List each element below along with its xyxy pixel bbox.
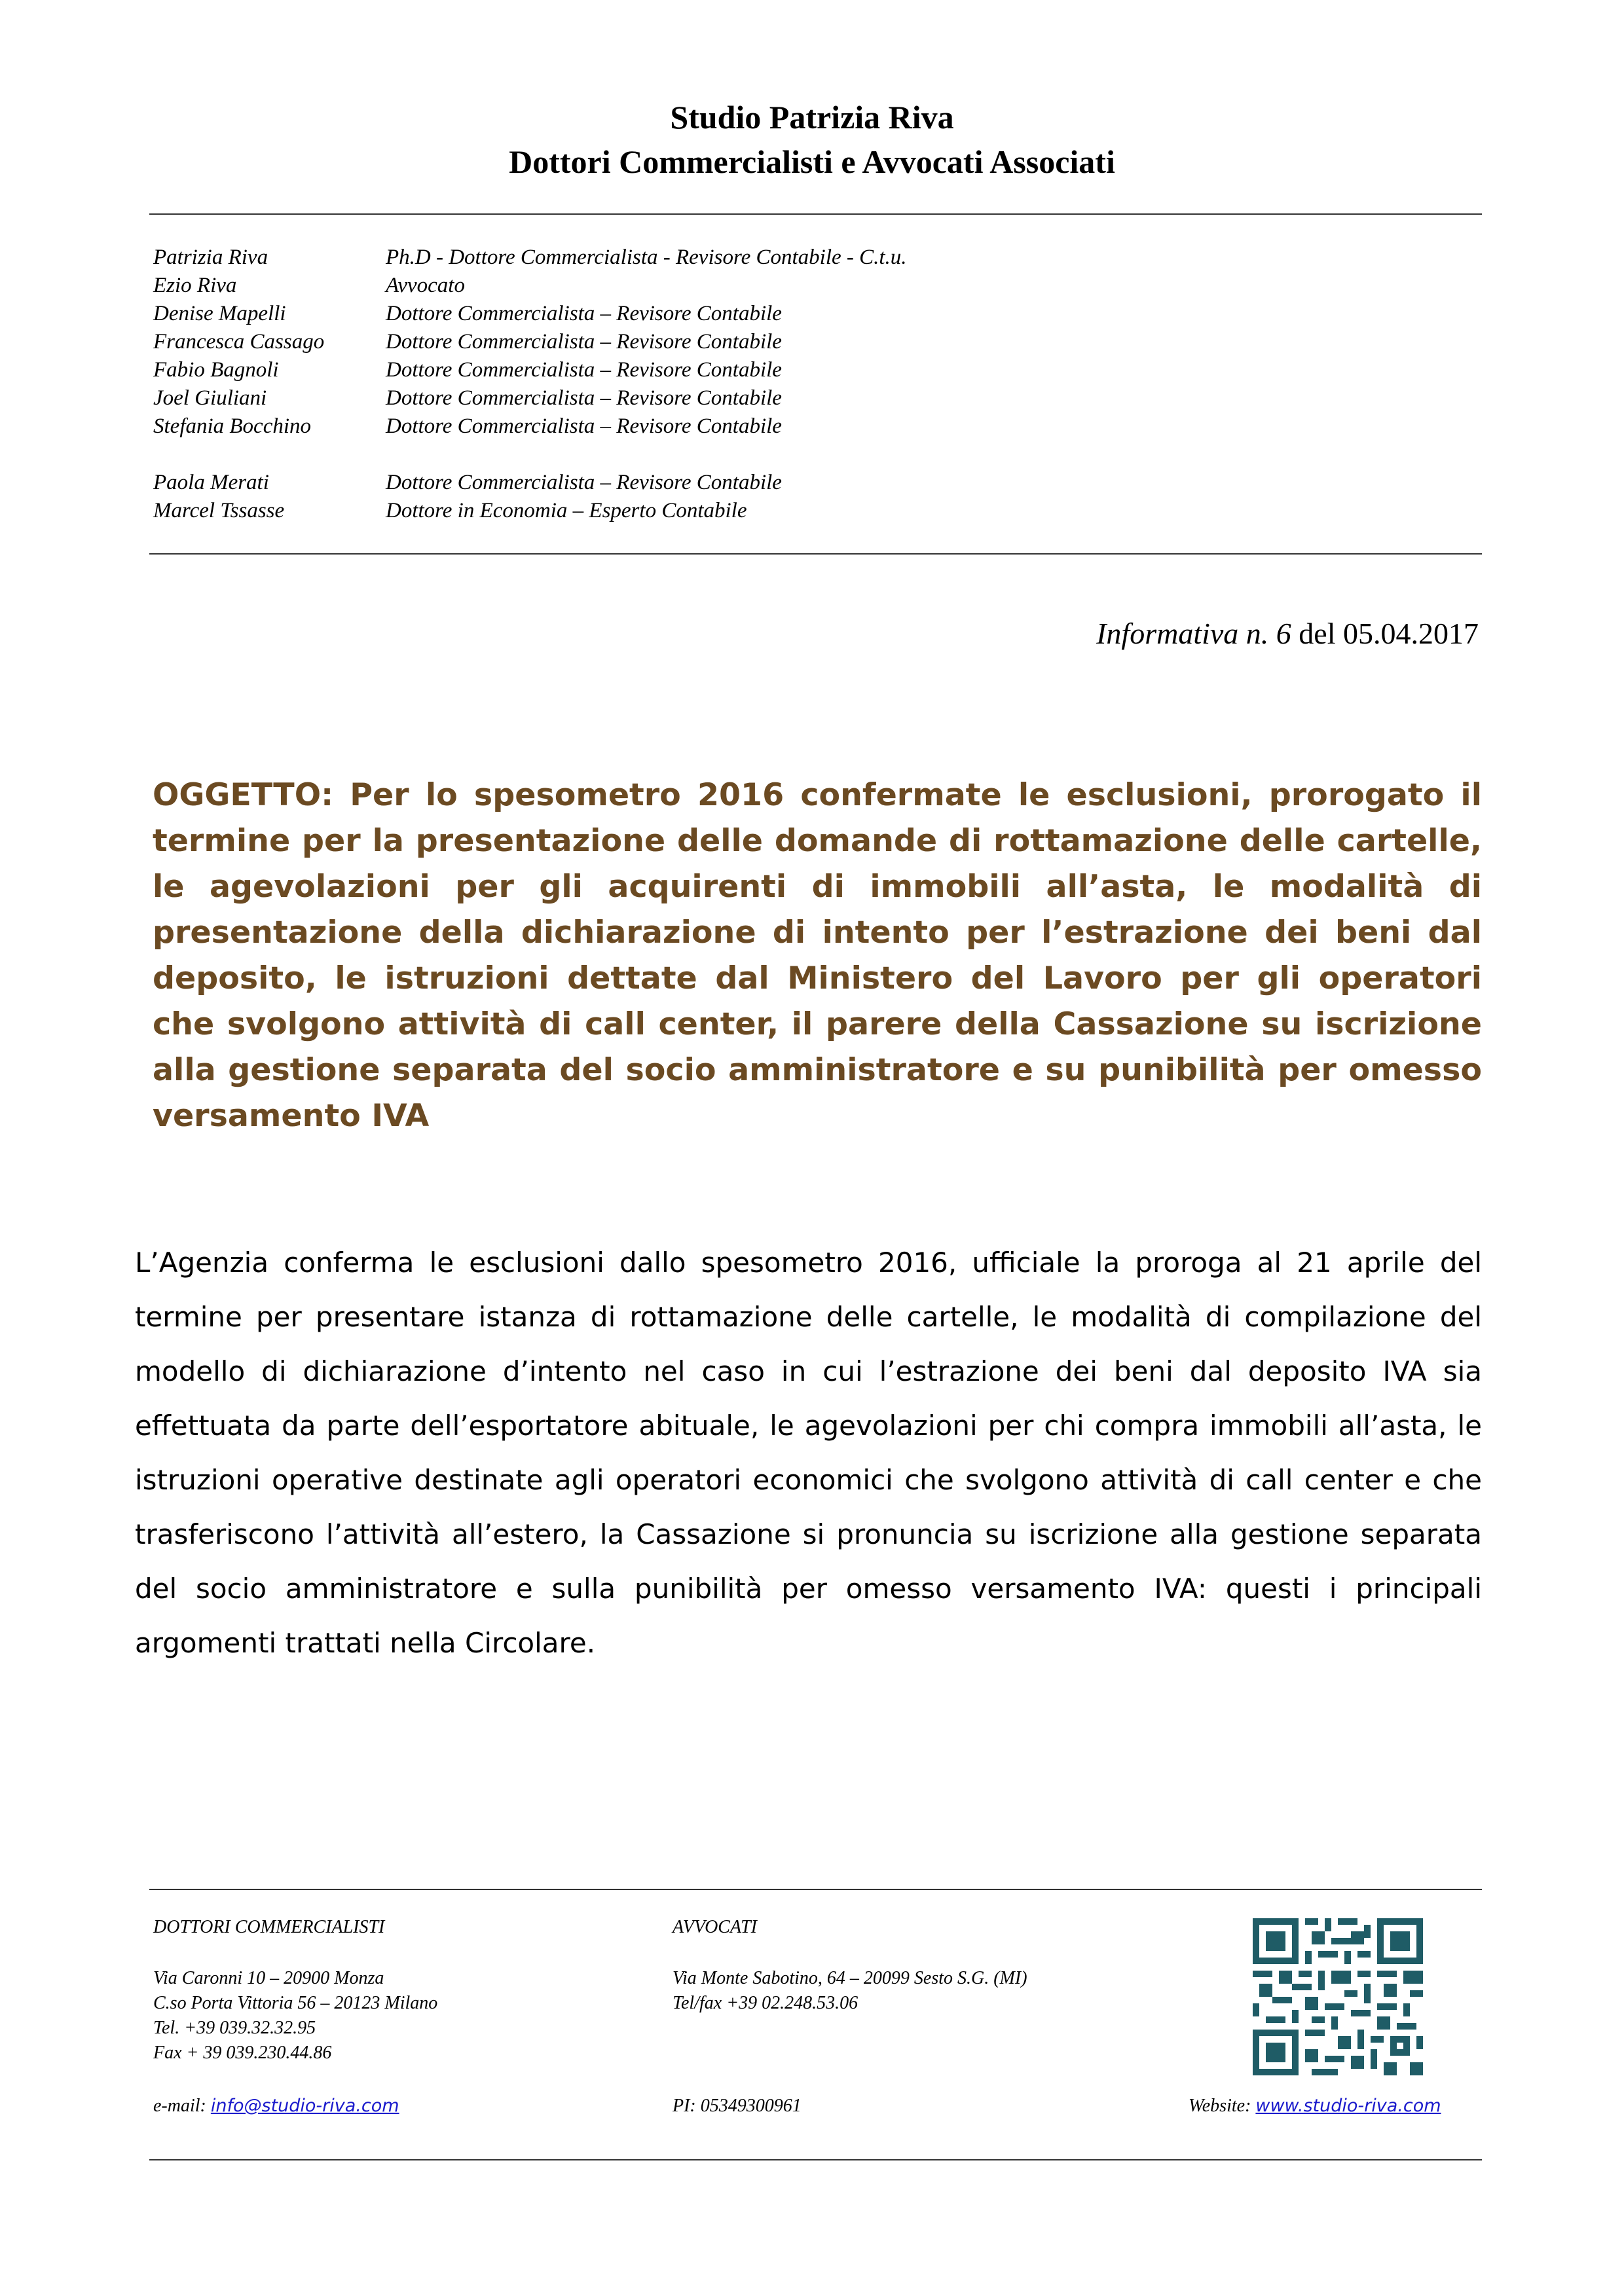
staff-divider — [149, 553, 1482, 555]
staff-role: Dottore Commercialista – Revisore Contabile — [386, 302, 782, 325]
website-link[interactable]: www.studio-riva.com — [1255, 2096, 1441, 2116]
staff-name: Denise Mapelli — [153, 302, 286, 325]
staff-row — [153, 272, 1397, 300]
staff-role: Avvocato — [386, 274, 465, 297]
staff-role: Dottore Commercialista – Revisore Contabile — [386, 471, 782, 494]
staff-name: Fabio Bagnoli — [153, 358, 279, 382]
footer-tel: Tel. +39 039.32.32.95 — [153, 2018, 316, 2038]
footer-website — [1189, 2094, 1441, 2119]
staff-row — [153, 384, 1397, 412]
staff-name: Marcel Tssasse — [153, 499, 285, 522]
staff-list — [153, 244, 1397, 525]
staff-role: Dottore in Economia – Esperto Contabile — [386, 499, 747, 522]
studio-subtitle: Dottori Commercialisti e Avvocati Associati — [509, 143, 1115, 180]
informativa-reference — [1096, 615, 1479, 652]
staff-row — [153, 300, 1397, 328]
footer-commercialisti-heading: DOTTORI COMMERCIALISTI — [153, 1917, 385, 1937]
footer-address-milano: C.so Porta Vittoria 56 – 20123 Milano — [153, 1993, 438, 2013]
informativa-date: del 05.04.2017 — [1291, 617, 1479, 650]
footer-address-sesto: Via Monte Sabotino, 64 – 20099 Sesto S.G. (MI) — [673, 1968, 1027, 1988]
qr-code-icon — [1253, 1918, 1423, 2075]
staff-row — [153, 356, 1397, 384]
body-paragraph: L’Agenzia conferma le esclusioni dallo spesometro 2016, ufficiale la proroga al 21 aprile del termine per presentare istanza di rottamazione delle cartelle, le modalità di compilazione del modello di dichiarazione d’intento nel caso in cui l’estrazione dei beni dal deposito IVA sia effettuata da parte dell’esportatore abituale, le agevolazioni per chi compra immobili all’asta, le istruzioni operative destinate agli operatori economici che svolgono attività di call center e che trasferiscono l’attività all’estero, la Cassazione si pronuncia su iscrizione alla gestione separata del socio amministratore e sulla punibilità per omesso versamento IVA: questi i principali argomenti trattati nella Circolare. — [135, 1247, 1482, 1659]
footer-telfax: Tel/fax +39 02.248.53.06 — [673, 1993, 858, 2013]
staff-name: Stefania Bocchino — [153, 414, 312, 438]
staff-name: Joel Giuliani — [153, 386, 267, 410]
footer-commercialisti-address — [153, 1966, 437, 2066]
header-divider — [149, 213, 1482, 215]
staff-row — [153, 328, 1397, 356]
footer-pi: PI: 05349300961 — [673, 2096, 802, 2116]
staff-row — [153, 412, 1397, 441]
footer-avvocati-heading: AVVOCATI — [673, 1917, 757, 1937]
staff-name: Paola Merati — [153, 471, 269, 494]
staff-row — [153, 469, 1397, 497]
footer-top-divider — [149, 1889, 1482, 1890]
footer-email — [153, 2094, 399, 2119]
staff-name: Francesca Cassago — [153, 330, 325, 354]
footer-avvocati-address — [673, 1966, 1027, 2016]
staff-name: Patrizia Riva — [153, 246, 268, 269]
studio-name: Studio Patrizia Riva — [670, 99, 954, 136]
email-link[interactable]: info@studio-riva.com — [210, 2096, 399, 2116]
staff-row — [153, 497, 1397, 525]
staff-role: Dottore Commercialista – Revisore Contabile — [386, 414, 782, 438]
email-label: e-mail: — [153, 2096, 211, 2116]
staff-role: Dottore Commercialista – Revisore Contabile — [386, 386, 782, 410]
subject-heading: OGGETTO: Per lo spesometro 2016 confermate le esclusioni, prorogato il termine per la presentazione delle domande di rottamazione delle cartelle, le agevolazioni per gli acquirenti di immobili all’asta, le modalità di presentazione della dichiarazione di intento per l’estrazione dei beni dal deposito, le istruzioni dettate dal Ministero del Lavoro per gli operatori che svolgono attività di call center, il parere della Cassazione su iscrizione alla gestione separata del socio amministratore e su punibilità per omesso versamento IVA — [153, 777, 1482, 1134]
staff-row — [153, 244, 1397, 272]
staff-role: Dottore Commercialista – Revisore Contabile — [386, 358, 782, 382]
footer-address-monza: Via Caronni 10 – 20900 Monza — [153, 1968, 384, 1988]
staff-role: Ph.D - Dottore Commercialista - Revisore Contabile - C.t.u. — [386, 246, 907, 269]
staff-role: Dottore Commercialista – Revisore Contabile — [386, 330, 782, 354]
informativa-number: Informativa n. 6 — [1096, 617, 1291, 650]
website-label: Website: — [1189, 2096, 1256, 2116]
footer-bottom-divider — [149, 2159, 1482, 2160]
footer-fax: Fax + 39 039.230.44.86 — [153, 2043, 332, 2063]
staff-name: Ezio Riva — [153, 274, 237, 297]
